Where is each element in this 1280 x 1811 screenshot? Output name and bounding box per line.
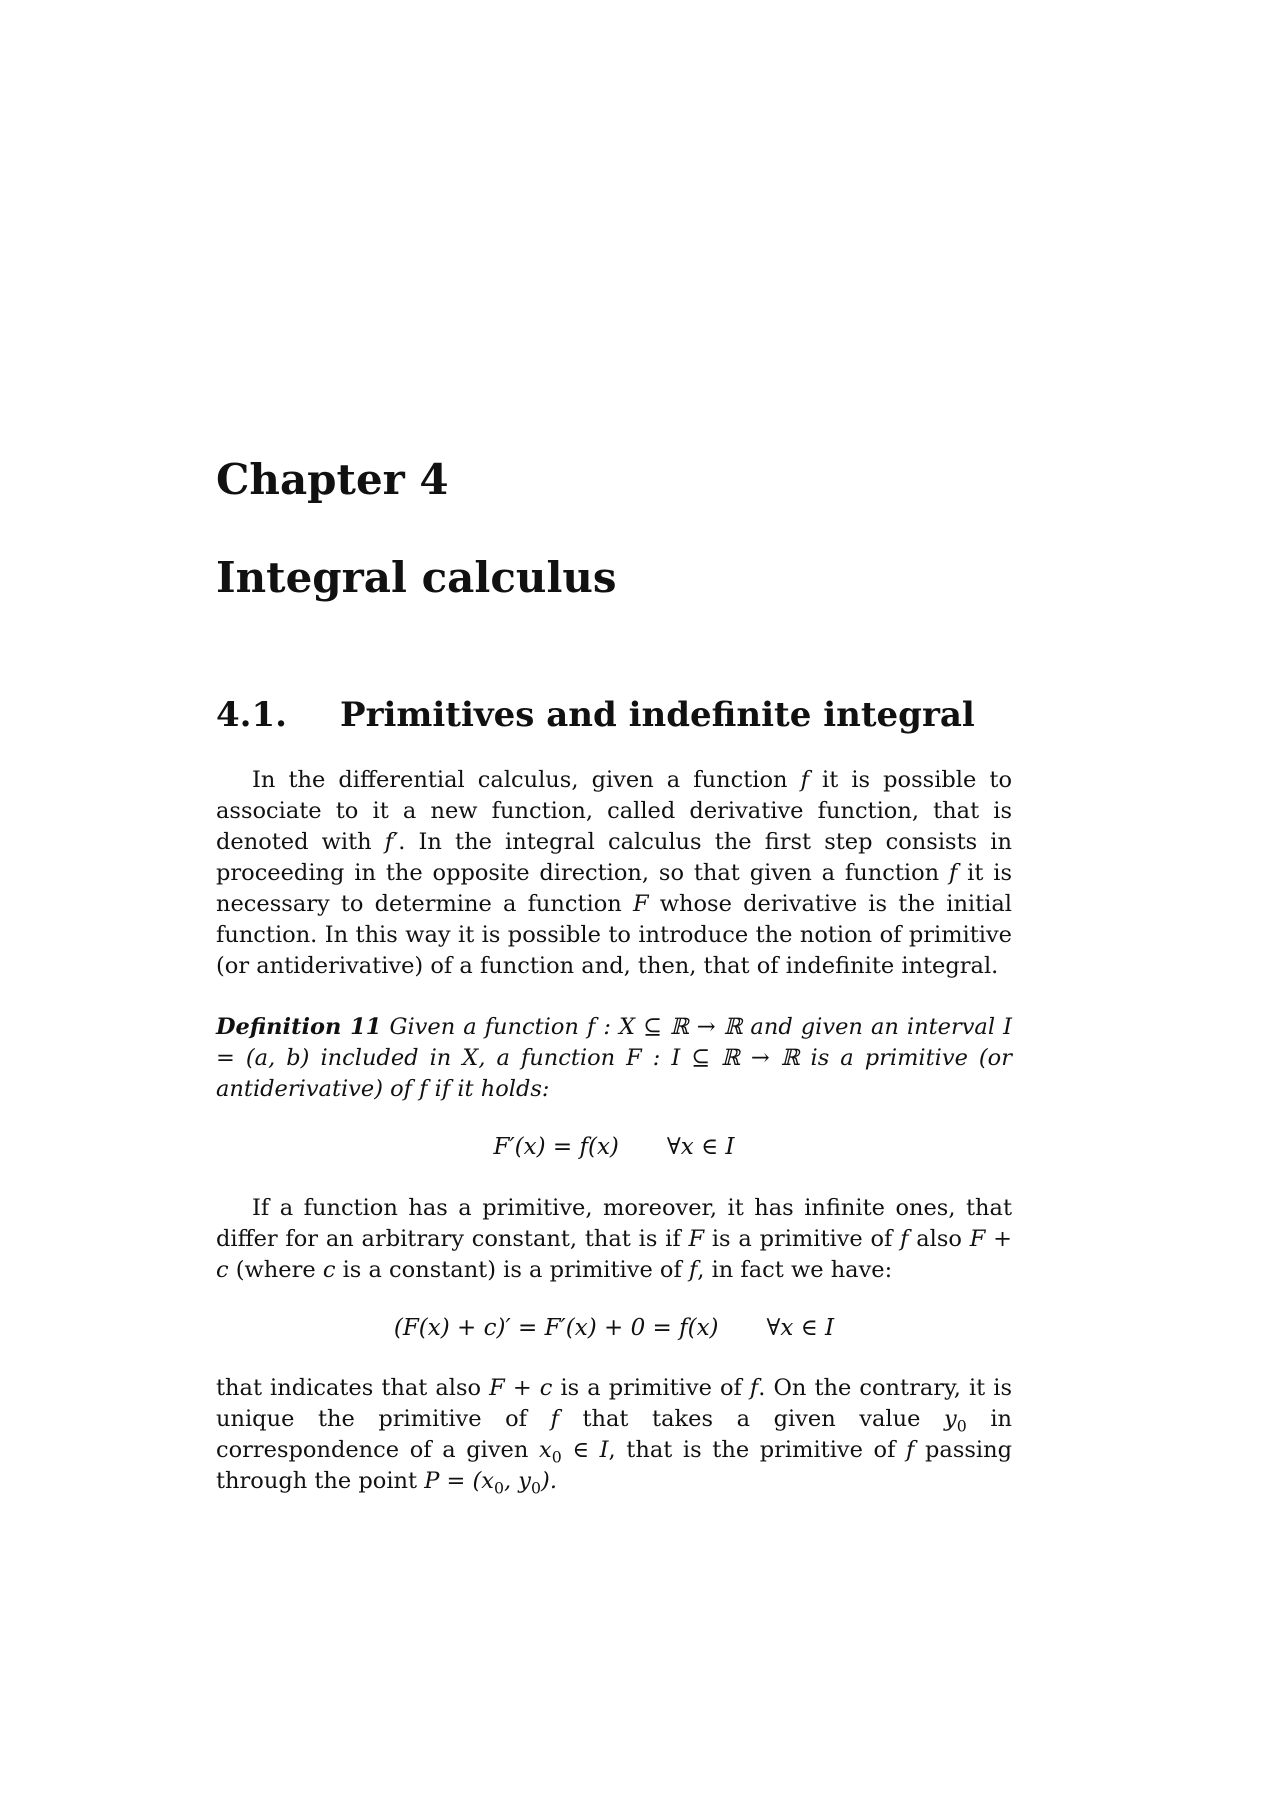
math-inline: f (688, 1257, 698, 1283)
definition-label: Definition 11 (216, 1014, 382, 1040)
math-subscript: 0 (493, 1478, 504, 1498)
math-inline: F (632, 891, 649, 917)
math-subscript: 0 (551, 1447, 562, 1467)
math-subscript: 0 (531, 1478, 542, 1498)
math-run: , y (504, 1468, 532, 1494)
text-run: Given a function (381, 1014, 587, 1040)
text-run: included in (309, 1045, 463, 1071)
text-run: that indicates that also (216, 1375, 490, 1401)
math-inline: I = (a, b) (216, 1014, 1012, 1071)
text-run: (where (228, 1257, 323, 1283)
paragraph-infinite-primitives (216, 1193, 1012, 1286)
math-inline: X (462, 1045, 479, 1071)
math-base: x (539, 1437, 552, 1463)
math-inline: f (419, 1076, 428, 1102)
math-inline-y0 (943, 1406, 967, 1436)
text-run: passing through the point (216, 1437, 1013, 1494)
math-inline: f (550, 1406, 559, 1432)
math-inline: ∈ I (561, 1437, 609, 1463)
section-title: Primitives and indefinite integral (340, 695, 975, 735)
text-run: is a primitive of (552, 1375, 750, 1401)
equation-lhs: (F(x) + c)′ = F′(x) + 0 = f(x) (393, 1315, 719, 1341)
math-inline: F + c (216, 1226, 1012, 1283)
math-inline: c (322, 1257, 336, 1283)
chapter-title: Integral calculus (216, 553, 617, 602)
text-run: is a primitive of (704, 1226, 901, 1252)
math-inline-point (424, 1468, 557, 1498)
text-run: , that is the primitive of (608, 1437, 907, 1463)
text-run: whose derivative is the initial function. In this way it is possible to introduce the notion of primitive (or antiderivative) of a function and, then, that of indefinite integral. (216, 891, 1012, 979)
text-run: . On the contrary, it is unique the primitive of (216, 1375, 1012, 1432)
math-inline: f (948, 860, 958, 886)
text-run: is a constant) is a primitive of (335, 1257, 689, 1283)
equation-quantifier: ∀x ∈ I (766, 1315, 835, 1341)
paragraph-intro (216, 765, 1012, 982)
math-inline: f (900, 1226, 909, 1252)
section-number: 4.1. (216, 695, 287, 735)
math-inline: F (688, 1226, 705, 1252)
text-run: also (908, 1226, 970, 1252)
math-inline: f : X ⊆ ℝ → ℝ (586, 1014, 743, 1040)
text-run: that takes a given value (558, 1406, 944, 1432)
section-heading (216, 695, 975, 736)
text-run: . In the integral calculus the first step consists in proceeding in the opposite direction, so that given a function (216, 829, 1012, 886)
equation-primitive-definition (216, 1132, 1012, 1163)
math-inline: F + c (489, 1375, 553, 1401)
definition-block (216, 1012, 1012, 1105)
math-run: P = (x (424, 1468, 494, 1494)
text-run: it is necessary to determine a function (216, 860, 1012, 917)
math-base: y (943, 1406, 957, 1432)
text-run: If a function has a primitive, moreover, it has infinite ones, that differ for an arbitrary constant, that is if (216, 1195, 1012, 1252)
equation-lhs: F′(x) = f(x) (493, 1134, 619, 1160)
math-inline: f′ (384, 829, 399, 855)
math-inline-x0 (539, 1437, 609, 1467)
math-subscript: 0 (956, 1416, 967, 1436)
math-inline: f (749, 1375, 759, 1401)
text-run: if it holds: (427, 1076, 550, 1102)
paragraph-unique-primitive (216, 1373, 1012, 1497)
math-inline: f (906, 1437, 915, 1463)
math-inline: f (800, 767, 809, 793)
text-run: , a function (478, 1045, 627, 1071)
math-inline: F : I ⊆ ℝ → ℝ (626, 1045, 800, 1071)
math-run: ). (541, 1468, 557, 1494)
text-run: , in fact we have: (697, 1257, 893, 1283)
text-run: it is possible to associate to it a new function, called derivative function, that is denoted with (216, 767, 1012, 855)
text-run: is a primitive (or antiderivative) of (216, 1045, 1012, 1102)
chapter-label: Chapter 4 (216, 455, 449, 504)
equation-constant-derivative (216, 1313, 1012, 1344)
text-run: In the differential calculus, given a function (252, 767, 801, 793)
text-run: in correspondence of a given (216, 1406, 1012, 1463)
equation-quantifier: ∀x ∈ I (666, 1134, 735, 1160)
text-run: and given an interval (742, 1014, 1004, 1040)
